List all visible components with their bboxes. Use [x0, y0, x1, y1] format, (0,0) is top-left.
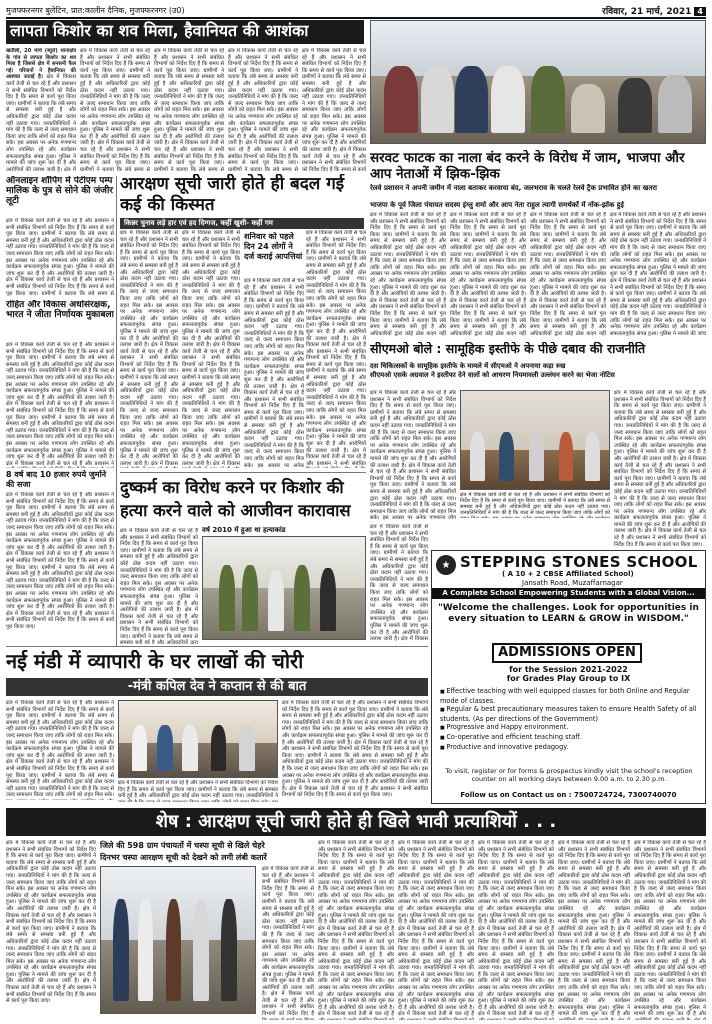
masthead-rule [6, 17, 706, 19]
shanivar-headline: शनिवार को पहले दिन 24 लोगों ने दर्ज कराई आपत्तियां [244, 232, 303, 261]
protest-photo [370, 20, 706, 144]
story5-col1 [120, 528, 198, 644]
story4-headline: सीएमओ बोले : सामूहिक इस्तीफे के पीछे दबाव की राजनीति [370, 342, 646, 356]
masthead [6, 4, 706, 16]
story6-subhead: -मंत्री कपिल देव ने कप्तान से की बात [6, 678, 428, 696]
school-affiliation: ( A 10 + 2 CBSE Affiliated School) [502, 570, 634, 578]
story6-col2 [282, 700, 428, 800]
story7-subhead: जिले की 598 ग्राम पंचायतों में चस्पा सूची से खिले चेहरे [100, 841, 265, 850]
school-address: Jansath Road, Muzaffarnagar [522, 579, 623, 587]
feature-item: ■ Effective teaching with well equipped classes for both Online and Regular mode of classes. [440, 687, 702, 705]
feature-item: ■ Productive and innovative pedagogy. [440, 743, 702, 753]
court-photo [202, 536, 366, 640]
brief1-headline: ऑनलाइन शॉपिंग में पेटीएम पम्प मालिक के पुत्र से सोने की जंजीर लूटी [6, 176, 113, 206]
story4-col3 [614, 390, 706, 546]
story7-col1 [6, 840, 96, 1020]
story3-col4 [610, 212, 706, 336]
section-rule-2 [6, 646, 428, 647]
page-number: 4 [694, 7, 706, 16]
admission-session: for the Session 2021-2022 for Grades Play Group to IX [506, 665, 631, 683]
story3-subhead: रेलवे प्रशासन ने अपनी जमीन में नाला बताकर करवाया बंद, जलभराव के चलते रेलवे ट्रैक प्रभावित होने का खतरा [370, 184, 657, 192]
story7-col6 [558, 840, 630, 1020]
story2-col3 [244, 278, 304, 468]
school-features [440, 687, 702, 752]
school-quote: "Welcome the challenges. Look for opportunities in every situation to LEARN & GROW in WISDOM." [438, 603, 699, 624]
story7-col4 [398, 840, 474, 1020]
contact-info: Follow us on Contact us on : 7500724724, 7300740070 [460, 791, 677, 799]
story3-col3 [530, 212, 606, 336]
column-divider [116, 176, 117, 646]
story1-col5 [302, 48, 366, 172]
feature-item: ■ Regular & best precautionary measures taken to ensure Health Safety of all students. (As per directions of the Government) [440, 705, 702, 723]
meeting-caption [460, 492, 610, 518]
story4-col1 [370, 390, 456, 520]
queue-photo [100, 866, 256, 1014]
story5-subhead: वर्ष 2010 में हुआ था हत्याकांड [202, 526, 286, 534]
story6-headline: नई मंडी में व्यापारी के घर लाखों की चोरी [6, 650, 304, 673]
brief3-headline: 8 वर्ष बाद 10 हजार रुपये जुर्माने की सजा [6, 470, 107, 489]
story6-col1 [6, 700, 114, 800]
story7-headline: शेष : आरक्षण सूची जारी होते ही खिले भावी प्रत्याशियों . . . [6, 808, 706, 836]
story1-headline: लापता किशोर का शव मिला, हैवानियत की आशंका [6, 20, 364, 44]
theft-caption [118, 780, 278, 802]
visit-info: To visit, register or for forms & prospectus kindly visit the school's reception counter on all working days between 9.00 a.m. to 2.30 p.m. [445, 767, 693, 783]
story7-col5 [478, 840, 554, 1020]
story7-subhead2: दिनभर चस्पा आरक्षण सूची को देखने को लगी लंबी कतारें [100, 853, 267, 862]
story2-col1 [120, 230, 178, 468]
section-rule [120, 472, 366, 473]
story4-col2 [370, 524, 428, 642]
paper-name: मुजफ्फरनगर बुलेटिन, प्रात:कालीन दैनिक, मुजफ्फरनगर (उ0) [6, 5, 185, 15]
story3-headline: सरवट फाटक का नाला बंद करने के विरोध में जाम, भाजपा और आप नेताओं में झिक-झिक [370, 150, 685, 182]
story2-col2 [182, 230, 240, 468]
story7-col2 [262, 866, 314, 1020]
story3-col2 [450, 212, 526, 336]
story1-col1: खतौली, 20 मार्च (ब्यूरो) थानाक्षेत्र के गांव से लापता किशोर का शव मिला है जिससे क्षेत्र में सनसनी फैल गई। परिजनों ने हैवानियत की आशंका जताई है। क्षेत्र में विकास कार्य तेजी से चल रहे हैं और प्रशासन ने सभी संबंधित विभागों को निर्देश दिए हैं कि समय से कार्य पूरा किया जाए। ग्रामीणों ने बताया कि लंबे समय से समस्या बनी हुई है और अधिकारियों द्वारा कोई ठोस कदम नहीं उठाया गया। जनप्रतिनिधियों ने मांग की है कि जल्द से जल्द समाधान किया जाए ताकि लोगों को राहत मिल सके। इस अवसर पर अनेक गणमान्य लोग उपस्थित रहे और कार्यक्रम सफलतापूर्वक संपन्न हुआ। पुलिस ने मामले की जांच शुरू कर दी है और आरोपियों की तलाश जारी है। क्षेत्र में विकास कार्य तेजी से चल रहे हैं और प्रशासन ने सभी संबंधित विभागों को निर्देश दिए हैं कि समय से कार्य पूरा किया जाए। ग्रामीणों ने बताया कि लंबे समय से समस्या बनी हुई है और अधिकारियों द्वारा कोई ठोस कदम नहीं उठाया गया। जनप्रतिनिधियों ने मांग की है कि जल्द से जल्द समाधान किया जाए ताकि लोगों को राहत मिल सके। इस अवसर पर अनेक गणमान्य लोग उपस्थित रहे और कार्यक्रम सफलतापूर्वक संपन्न हुआ। पुलिस ने मामले की जांच शुरू कर दी है और आरोपियों की तलाश जारी है। क्षेत्र में विकास कार्य तेजी से चल रहे हैं और प्रशासन ने सभी संबंधित विभागों को निर्देश दिए हैं कि समय से कार्य पूरा किया जाए। [6, 48, 76, 172]
admissions-banner: ADMISSIONS OPEN [492, 643, 642, 663]
feature-item: ■ Co-operative and efficient teaching staff. [440, 733, 702, 743]
story1-col2 [80, 48, 150, 172]
story2-headline: आरक्षण सूची जारी होते ही बदल गई कई की किस्मत [120, 174, 345, 215]
story7-col3 [318, 840, 394, 1020]
brief2-body [6, 342, 114, 468]
story4-subhead: दस चिकित्सकों के सामूहिक इस्तीफे के मामले में सीएमओ ने अपनाया कड़ा रुख [370, 362, 566, 370]
school-advertisement [431, 550, 706, 804]
story5-headline: दुष्कर्म का विरोध करने पर किशोर की हत्या करने वाले को आजीवन कारावास [120, 478, 351, 520]
school-logo-icon: ★ [436, 555, 456, 575]
meeting-photo [460, 390, 610, 490]
story2-col4 [306, 230, 366, 468]
brief2-headline: रोहित और विकास अधोसंरक्षक, भारत ने जीता निर्णायक मुकाबला [6, 300, 114, 320]
school-name: STEPPING STONES SCHOOL [460, 553, 698, 571]
story7-col7 [634, 840, 706, 1020]
story3-subhead2: भाजपा के पूर्व जिला पंचायत सदस्य इंग्लु शर्मा और आप नेता राहुल त्यागी समर्थकों में नोंक-झोंक हुई [370, 201, 624, 209]
story1-col3 [154, 48, 224, 172]
brief3-body [6, 492, 114, 644]
school-tagline: A Complete School Empowering Students with a Global Vision... [432, 588, 705, 599]
story4-subhead2: सीएमओ एसके अग्रवाल ने इस्तीफा देने वालों को आचरण नियमावली उल्लंघन करने का भेजा नोटिस [370, 371, 615, 379]
brief1-body [6, 218, 114, 296]
feature-item: ■ Progressive and Happy environment. [440, 723, 702, 733]
story2-subhead: किन्नर चुनाव लड़े हार एवं हद दिग्गज, कहीं खुशी- कहीं गम [120, 218, 364, 229]
story3-col1 [370, 212, 446, 336]
story1-col4 [228, 48, 298, 172]
issue-date: रविवार, 21 मार्च, 2021 [602, 6, 692, 17]
theft-photo [118, 700, 278, 778]
